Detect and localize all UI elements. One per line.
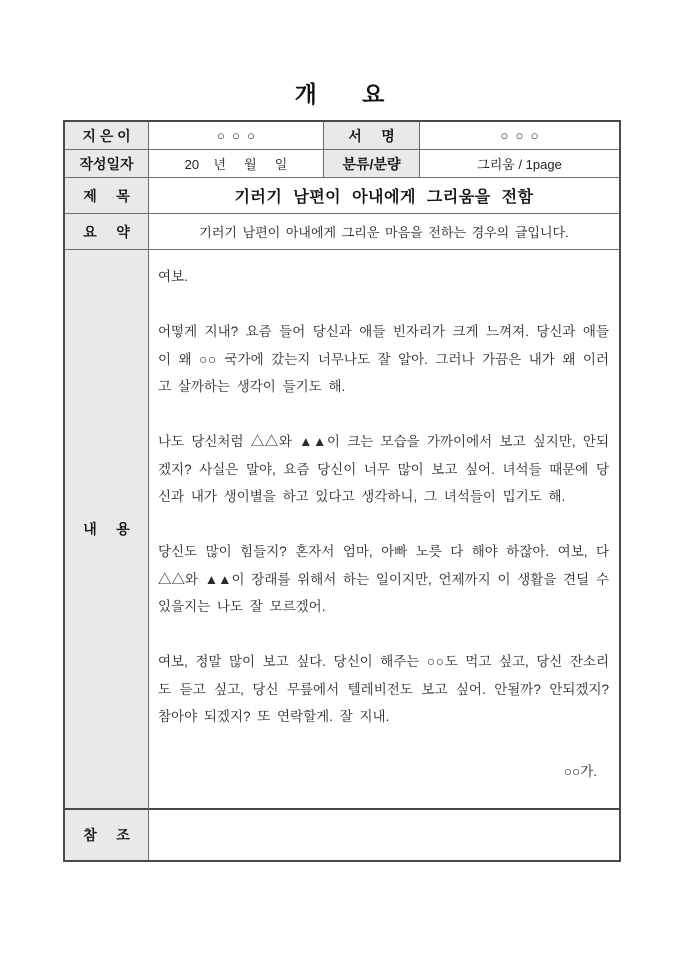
- content-paragraph: 당신도 많이 힘들지? 혼자서 엄마, 아빠 노릇 다 해야 하잖아. 여보, 다 △△와 ▲▲이 장래를 위해서 하는 일이지만, 언제까지 이 생활을 견딜 수 있을지는 나도 잘 모르겠어.: [158, 544, 610, 614]
- title-value: 기러기 남편이 아내에게 그리움을 전함: [149, 178, 619, 214]
- reference-value: [149, 810, 619, 860]
- book-title-value: ○ ○ ○: [420, 122, 619, 150]
- book-title-label: 서 명: [324, 122, 420, 150]
- overview-table: [63, 120, 621, 862]
- content-paragraph: 나도 당신처럼 △△와 ▲▲이 크는 모습을 가까이에서 보고 싶지만, 안되겠지? 사실은 말야, 요즘 당신이 너무 많이 보고 싶어. 녀석들 때문에 당신과 내가 생이별을 하고 있다고 생각하니, 그 녀석들이 밉기도 해.: [158, 434, 609, 504]
- category-label: 분류/분량: [324, 150, 420, 178]
- author-value: ○ ○ ○: [149, 122, 324, 150]
- document-title: 개 요: [294, 81, 386, 107]
- category-value: 그리움 / 1page: [420, 150, 619, 178]
- content-paragraph: 어떻게 지내? 요즘 들어 당신과 애들 빈자리가 크게 느껴져. 당신과 애들이 왜 ○○ 국가에 갔는지 너무나도 잘 알아. 그러나 가끔은 내가 왜 이러고 살까하는 생각이 들기도 해.: [158, 324, 609, 394]
- author-label: 지 은 이: [65, 122, 149, 150]
- content-signature: ○○가.: [563, 764, 597, 779]
- date-value: 20 년 월 일: [149, 150, 324, 178]
- content-paragraph: 여보, 정말 많이 보고 싶다. 당신이 해주는 ○○도 먹고 싶고, 당신 잔소리도 듣고 싶고, 당신 무릎에서 텔레비전도 보고 싶어. 안될까? 안되겠지? 참아야 되겠지? 또 연락할게. 잘 지내.: [158, 654, 609, 724]
- summary-label: 요 약: [65, 214, 149, 250]
- content-paragraph: 여보.: [158, 269, 188, 284]
- content-body: [149, 250, 619, 810]
- content-label: 내 용: [65, 250, 149, 810]
- date-label: 작성일자: [65, 150, 149, 178]
- title-label: 제 목: [65, 178, 149, 214]
- summary-value: 기러기 남편이 아내에게 그리운 마음을 전하는 경우의 글입니다.: [149, 214, 619, 250]
- reference-label: 참 조: [65, 810, 149, 860]
